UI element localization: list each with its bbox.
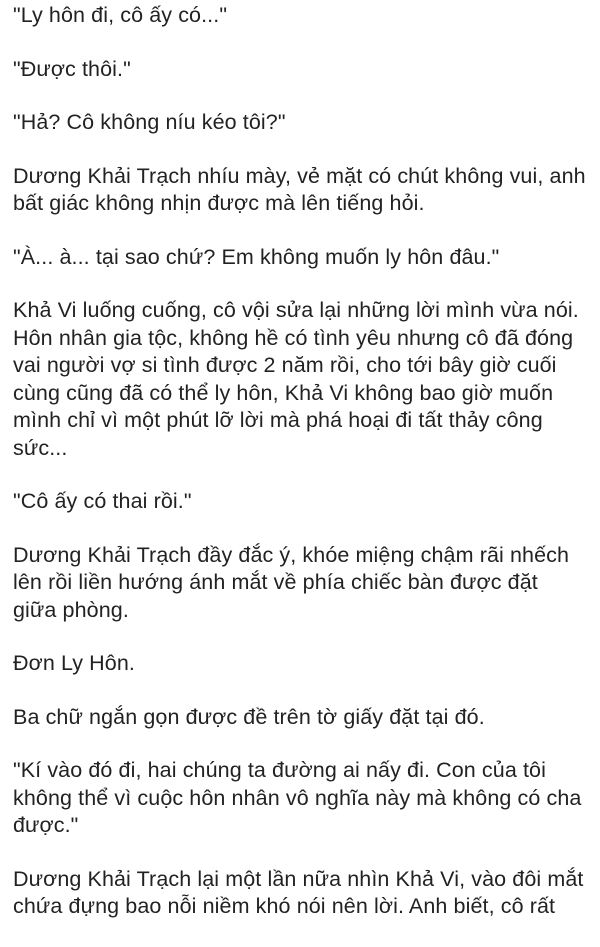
paragraph-7: [13, 488, 593, 516]
text-line: Dương Khải Trạch lại một lần nữa nhìn Khả Vi, vào đôi mắt: [13, 866, 584, 891]
text-line: không thể vì cuộc hôn nhân vô nghĩa này mà không có cha: [13, 785, 582, 810]
text-line: "Kí vào đó đi, hai chúng ta đường ai nấy đi. Con của tôi: [13, 758, 546, 782]
paragraph-8: [13, 542, 593, 625]
text-line: chứa đựng bao nỗi niềm khó nói nên lời. Anh biết, cô rất: [13, 894, 556, 918]
paragraph-9: [13, 650, 593, 678]
text-line: vai người vợ si tình được 2 năm rồi, cho tới bây giờ cuối: [13, 353, 557, 377]
text-line: lên rồi liền hướng ánh mắt về phía chiếc bàn được đặt: [13, 570, 538, 594]
text-line: "Ly hôn đi, cô ấy có...": [13, 3, 228, 27]
text-line: Khả Vi luống cuống, cô vội sửa lại những lời mình vừa nói.: [13, 298, 579, 322]
text-line: "Hả? Cô không níu kéo tôi?": [13, 110, 286, 134]
text-line: "Cô ấy có thai rồi.": [13, 489, 192, 513]
text-line: cùng cũng đã có thể ly hôn, Khả Vi không bao giờ muốn: [13, 380, 554, 405]
text-line: được.": [13, 813, 79, 837]
paragraph-3: [13, 109, 593, 137]
paragraph-6: [13, 297, 593, 462]
paragraph-11: [13, 757, 593, 840]
paragraph-4: [13, 163, 593, 218]
paragraph-5: [13, 244, 593, 272]
story-text: [13, 2, 593, 947]
text-line: Đơn Ly Hôn.: [13, 651, 135, 675]
text-line: sức...: [13, 435, 68, 460]
text-line: "À... à... tại sao chứ? Em không muốn ly hôn đâu.": [13, 244, 500, 269]
text-line: Dương Khải Trạch nhíu mày, vẻ mặt có chút không vui, anh: [13, 163, 586, 188]
text-line: Ba chữ ngắn gọn được đề trên tờ giấy đặt tại đó.: [13, 704, 485, 729]
text-line: mình chỉ vì một phút lỡ lời mà phá hoại đi tất thảy công: [13, 408, 543, 432]
paragraph-1: [13, 2, 593, 30]
paragraph-10: [13, 704, 593, 732]
text-line: bất giác không nhịn được mà lên tiếng hỏi.: [13, 191, 425, 215]
paragraph-2: [13, 56, 593, 84]
text-line: giữa phòng.: [13, 597, 129, 622]
paragraph-12: [13, 866, 593, 921]
text-line: Hôn nhân gia tộc, không hề có tình yêu nhưng cô đã đóng: [13, 325, 574, 350]
text-line: "Được thôi.": [13, 56, 131, 81]
text-line: Dương Khải Trạch đầy đắc ý, khóe miệng chậm rãi nhếch: [13, 542, 570, 567]
